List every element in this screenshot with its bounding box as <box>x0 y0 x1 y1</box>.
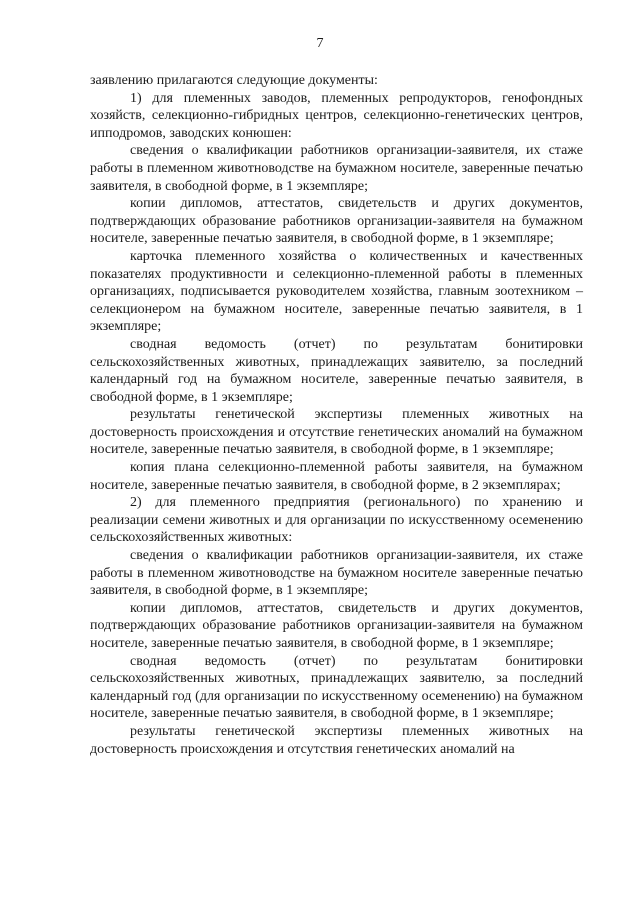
paragraph: копии дипломов, аттестатов, свидетельств и других документов, подтверждающих образование работников организации-заявителя на бумажном носителе, заверенные печатью заявителя, в свободной форме, в 1 экземпляре; <box>90 196 583 247</box>
page-number: 7 <box>316 36 324 51</box>
paragraph: карточка племенного хозяйства о количественных и качественных показателях продуктивности и селекционно-племенной работы в племенных организациях, подписывается руководителем хозяйства, главным зоотехником – селекционером на бумажном носителе, заверенные печатью заявителя, в 1 экземпляре; <box>90 248 583 335</box>
paragraph: 1) для племенных заводов, племенных репродукторов, генофондных хозяйств, селекционно-гибридных центров, селекционно-генетических центров, ипподромов, заводских конюшен: <box>90 90 583 141</box>
paragraph: сводная ведомость (отчет) по результатам бонитировки сельскохозяйственных животных, принадлежащих заявителю, за последний календарный год (для организации по искусственному осеменению) на бумажном носителе, заверенные печатью заявителя, в свободной форме, в 1 экземпляре; <box>90 653 583 722</box>
paragraph: сведения о квалификации работников организации-заявителя, их стаже работы в племенном животноводстве на бумажном носителе, заверенные печатью заявителя, в свободной форме, в 1 экземпляре; <box>90 143 583 194</box>
paragraph: сводная ведомость (отчет) по результатам бонитировки сельскохозяйственных животных, принадлежащих заявителю, за последний календарный год на бумажном носителе, заверенные печатью заявителя, в свободной форме, в 1 экземпляре; <box>90 336 583 405</box>
paragraph: заявлению прилагаются следующие документы: <box>90 73 378 88</box>
paragraph: сведения о квалификации работников организации-заявителя, их стаже работы в племенном животноводстве на бумажном носителе заверенные печатью заявителя, в свободной форме, в 1 экземпляре; <box>90 548 583 599</box>
paragraph: результаты генетической экспертизы племенных животных на достоверность происхождения и отсутствие генетических аномалий на бумажном носителе, заверенные печатью заявителя, в свободной форме, в 1 экземпляре; <box>90 407 583 458</box>
paragraph: копия плана селекционно-племенной работы заявителя, на бумажном носителе, заверенные печатью заявителя, в свободной форме, в 2 экземплярах; <box>90 460 583 493</box>
paragraph: 2) для племенного предприятия (регионального) по хранению и реализации семени животных и для организации по искусственному осеменению сельскохозяйственных животных: <box>90 495 583 546</box>
paragraph: копии дипломов, аттестатов, свидетельств и других документов, подтверждающих образование работников организации-заявителя на бумажном носителе, заверенные печатью заявителя, в свободной форме, в 1 экземпляре; <box>90 600 583 651</box>
paragraph: результаты генетической экспертизы племенных животных на достоверность происхождения и отсутствия генетических аномалий на <box>90 723 583 757</box>
document-body <box>90 72 583 758</box>
